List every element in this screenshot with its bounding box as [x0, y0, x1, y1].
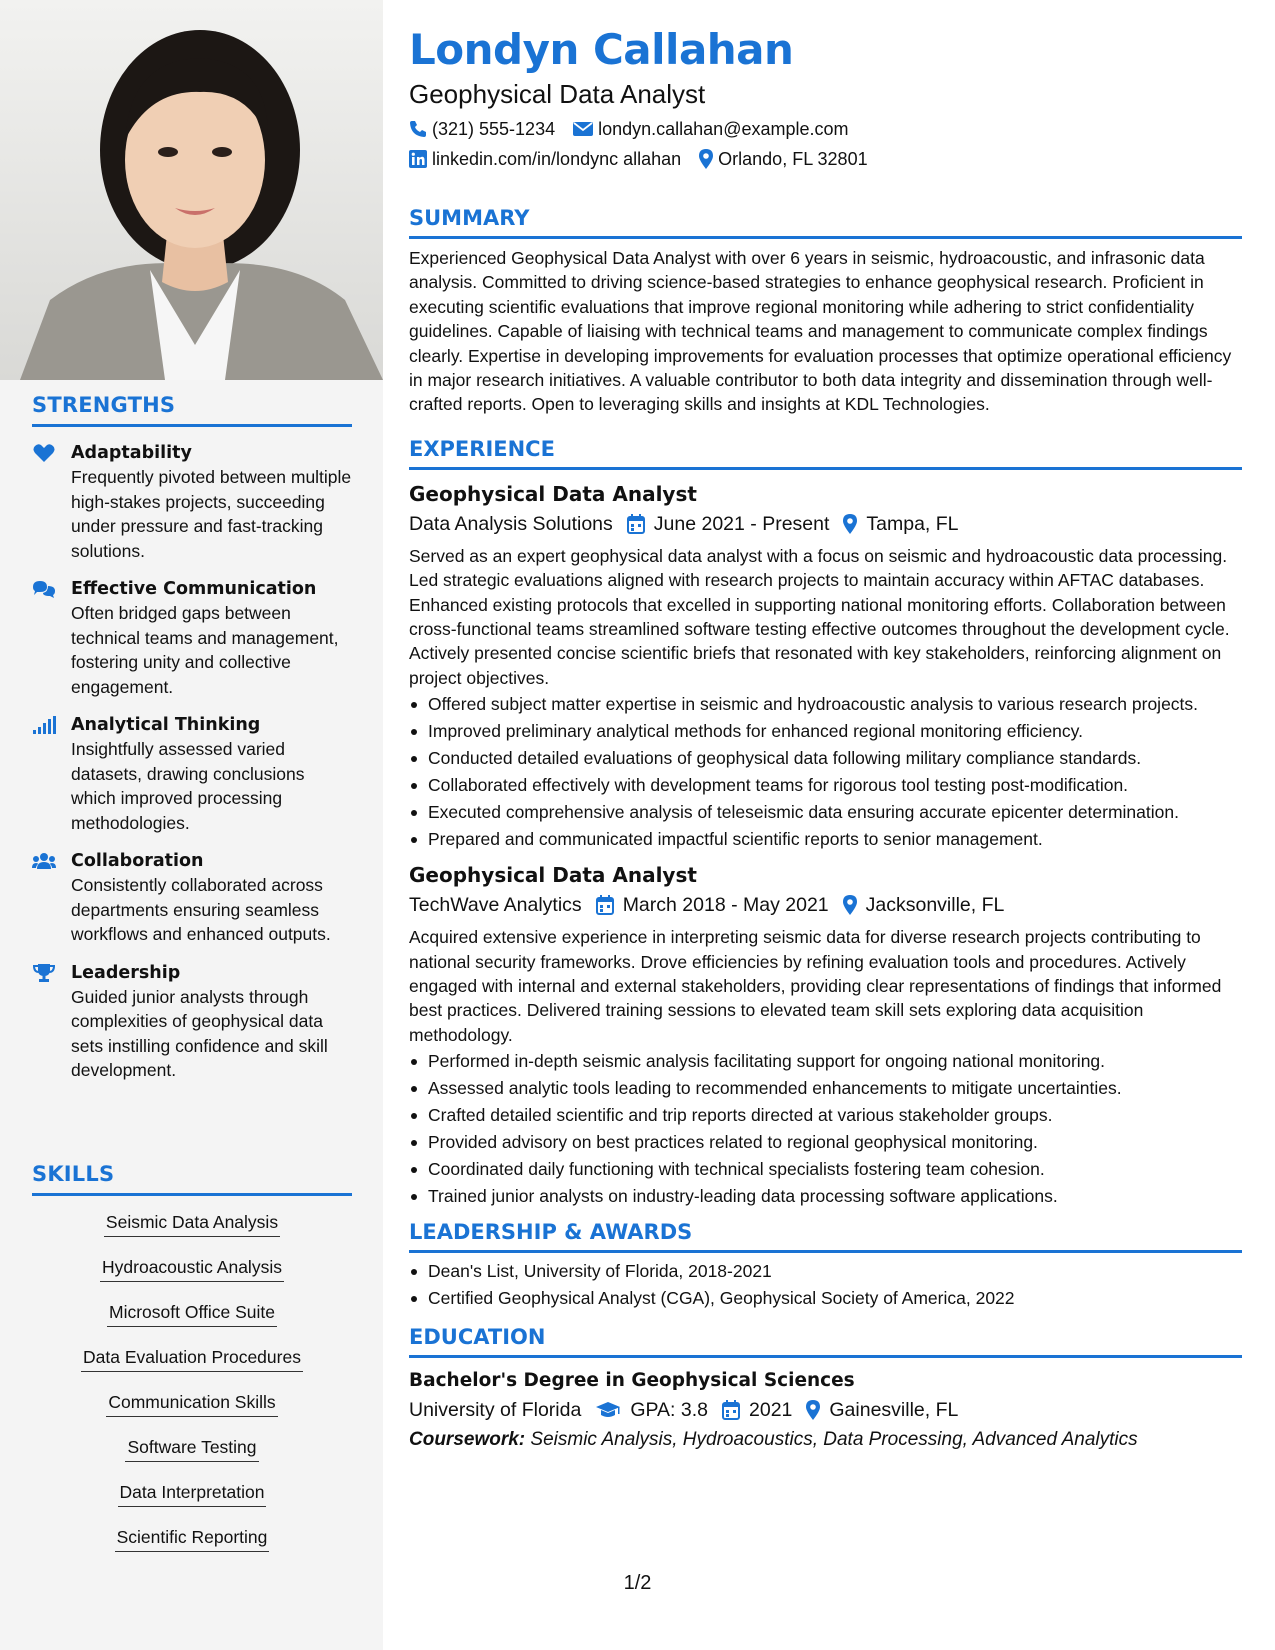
list-item: Offered subject matter expertise in seismic and hydroacoustic analysis to various research projects.: [409, 692, 1242, 716]
experience-section: [409, 437, 1242, 1208]
list-item: Coordinated daily functioning with technical specialists fostering team cohesion.: [409, 1157, 1242, 1181]
coursework-text: Seismic Analysis, Hydroacoustics, Data Processing, Advanced Analytics: [530, 1428, 1138, 1450]
strength-desc: Insightfully assessed varied datasets, drawing conclusions which improved processing methodologies.: [71, 739, 305, 833]
strength-desc: Often bridged gaps between technical teams and management, fostering unity and collective engagement.: [71, 603, 339, 697]
list-item: Certified Geophysical Analyst (CGA), Geophysical Society of America, 2022: [409, 1286, 1242, 1310]
list-item: Executed comprehensive analysis of teleseismic data ensuring accurate epicenter determination.: [409, 800, 1242, 824]
contact-row: [409, 116, 1242, 142]
strengths-section: [32, 393, 352, 1083]
map-pin-icon: [843, 895, 857, 915]
job-dates-item: [596, 891, 829, 919]
list-item: Dean's List, University of Florida, 2018-2021: [409, 1259, 1242, 1283]
job-description: Served as an expert geophysical data analyst with a focus on seismic and hydroacoustic data processing. Led strategic evaluations aligned with research projects to maintain accuracy within AFTAC databases. Enhanced existing protocols that excelled in supporting national monitoring efforts. Collaboration between cross-functional teams streamlined software testing effective outcomes throughout the development cycle. Actively presented concise scientific briefs that resonated with key stakeholders, reinforcing alignment on project objectives.: [409, 545, 1230, 688]
list-item: Trained junior analysts on industry-leading data processing software applications.: [409, 1184, 1242, 1208]
chat-bubbles-icon: [32, 579, 56, 599]
divider: [409, 236, 1242, 239]
linkedin-icon: [409, 150, 427, 168]
summary-text: Experienced Geophysical Data Analyst with over 6 years in seismic, hydroacoustic, and infrasonic data analysis. Committed to driving science-based strategies to enhance geophysical research. Proficient in executing scientific evaluations that improve regional monitoring while adhering to strict confidentiality guidelines. Capable of liaising with technical teams and management to communicate complex findings clearly. Expertise in developing improvements for evaluation processes that optimize operational efficiency in major research initiatives. A valuable contributor to both data integrity and dissemination through well-crafted reports. Open to leveraging skills and insights at KDL Technologies.: [409, 248, 1232, 415]
awards-section: [409, 1220, 1242, 1310]
strength-desc: Consistently collaborated across departments ensuring seamless workflows and enhanced outputs.: [71, 875, 331, 944]
coursework-label: Coursework:: [409, 1428, 526, 1450]
strength-item: [32, 441, 352, 563]
job-location: Jacksonville, FL: [865, 894, 1005, 917]
trophy-icon: [32, 963, 56, 983]
summary-title: SUMMARY: [409, 206, 530, 230]
job-dates: June 2021 - Present: [653, 512, 830, 535]
job-entry: [409, 861, 1242, 1208]
job-company: TechWave Analytics: [409, 894, 582, 917]
phone-contact: [409, 116, 555, 142]
candidate-title: Geophysical Data Analyst: [409, 79, 706, 109]
job-description: Acquired extensive experience in interpreting seismic data for diverse research projects contributing to national security frameworks. Drove efficiencies by refining evaluation tools and procedures. Actively engaged with internal and external stakeholders, providing clear representations of findings that informed best practices. Delivered training sessions to elevated team skill sets exploring data acquisition methodology.: [409, 927, 1222, 1045]
education-degree: Bachelor's Degree in Geophysical Sciences: [409, 1369, 855, 1391]
calendar-icon: [596, 895, 614, 915]
list-item: Collaborated effectively with development teams for rigorous tool testing post-modification.: [409, 773, 1242, 797]
phone-icon: [409, 120, 427, 138]
education-year: 2021: [749, 1398, 793, 1421]
job-meta: [409, 891, 1242, 919]
strength-title: Analytical Thinking: [71, 715, 261, 735]
gpa-item: [595, 1396, 708, 1424]
education-school: University of Florida: [409, 1398, 582, 1421]
linkedin-contact[interactable]: [409, 146, 681, 172]
divider: [409, 1250, 1242, 1253]
job-location-item: [843, 891, 1005, 919]
job-dates-item: [627, 510, 830, 538]
list-item: Performed in-depth seismic analysis facilitating support for ongoing national monitoring.: [409, 1049, 1242, 1073]
skill-item: Microsoft Office Suite: [107, 1300, 277, 1327]
education-section: [409, 1325, 1242, 1454]
skill-item: Communication Skills: [106, 1390, 277, 1417]
education-title: EDUCATION: [409, 1324, 546, 1349]
experience-title: EXPERIENCE: [409, 436, 555, 461]
strength-item: [32, 849, 352, 947]
profile-photo: [0, 0, 383, 380]
map-pin-icon: [843, 514, 857, 534]
education-location: Gainesville, FL: [829, 1398, 959, 1421]
edu-location-item: [806, 1396, 958, 1424]
skills-title: SKILLS: [32, 1162, 115, 1186]
education-meta: [409, 1396, 1242, 1424]
list-item: Assessed analytic tools leading to recommended enhancements to mitigate uncertainties.: [409, 1076, 1242, 1100]
job-dates: March 2018 - May 2021: [622, 894, 829, 917]
strength-title: Effective Communication: [71, 579, 317, 599]
job-bullets: [409, 1049, 1242, 1208]
list-item: Improved preliminary analytical methods for enhanced regional monitoring efficiency.: [409, 719, 1242, 743]
strength-title: Leadership: [71, 962, 181, 983]
linkedin-link[interactable]: linkedin.com/in/londync allahan: [432, 149, 682, 169]
strength-item: [32, 577, 352, 699]
email-contact[interactable]: [573, 116, 848, 142]
job-location-item: [843, 510, 958, 538]
job-company: Data Analysis Solutions: [409, 512, 613, 535]
education-gpa: GPA: 3.8: [630, 1398, 708, 1421]
job-role: Geophysical Data Analyst: [409, 863, 697, 888]
skill-item: Data Interpretation: [118, 1480, 267, 1507]
calendar-icon: [627, 514, 645, 534]
skill-item: Seismic Data Analysis: [104, 1210, 280, 1237]
skills-list: [32, 1210, 352, 1570]
strength-item: [32, 713, 352, 835]
awards-title: LEADERSHIP & AWARDS: [409, 1220, 693, 1245]
job-meta: [409, 510, 1242, 538]
email-link[interactable]: londyn.callahan@example.com: [598, 119, 849, 139]
envelope-icon: [573, 121, 593, 137]
skill-item: Scientific Reporting: [115, 1525, 270, 1552]
list-item: Crafted detailed scientific and trip reports directed at various stakeholder groups.: [409, 1103, 1242, 1127]
candidate-name: Londyn Callahan: [409, 25, 794, 74]
strength-title: Collaboration: [71, 851, 204, 871]
list-item: Prepared and communicated impactful scientific reports to senior management.: [409, 827, 1242, 851]
skill-item: Data Evaluation Procedures: [81, 1345, 303, 1372]
divider: [409, 1355, 1242, 1358]
strengths-title: STRENGTHS: [32, 393, 176, 417]
contact-row: [409, 146, 1242, 172]
strength-title: Adaptability: [71, 443, 192, 463]
sidebar: [0, 0, 383, 1650]
summary-section: [409, 206, 1242, 417]
calendar-icon: [722, 1400, 740, 1420]
coursework: [409, 1426, 1242, 1454]
strength-item: [32, 961, 352, 1083]
job-role: Geophysical Data Analyst: [409, 481, 697, 506]
year-item: [722, 1396, 792, 1424]
skill-item: Software Testing: [125, 1435, 258, 1462]
strength-desc: Guided junior analysts through complexities of geophysical data sets instilling confidence and skill development.: [71, 986, 328, 1080]
users-icon: [32, 851, 56, 871]
divider: [32, 424, 352, 427]
page-number: 1/2: [623, 1572, 652, 1594]
heart-icon: [32, 443, 56, 463]
skills-section: [32, 1162, 352, 1570]
awards-list: [409, 1259, 1242, 1310]
list-item: Provided advisory on best practices related to regional geophysical monitoring.: [409, 1130, 1242, 1154]
map-pin-icon: [699, 149, 713, 169]
job-bullets: [409, 692, 1242, 851]
strength-desc: Frequently pivoted between multiple high-stakes projects, succeeding under pressure and fast-tracking solutions.: [71, 467, 352, 561]
signal-bars-icon: [32, 715, 56, 735]
job-entry: [409, 480, 1242, 851]
list-item: Conducted detailed evaluations of geophysical data following military compliance standards.: [409, 746, 1242, 770]
map-pin-icon: [806, 1400, 820, 1420]
main-content: [409, 24, 1242, 1454]
graduation-cap-icon: [595, 1401, 621, 1419]
divider: [409, 467, 1242, 470]
job-location: Tampa, FL: [866, 512, 959, 535]
location-contact: [699, 146, 867, 172]
divider: [32, 1193, 352, 1196]
location-text: Orlando, FL 32801: [718, 149, 868, 169]
phone-text: (321) 555-1234: [432, 119, 556, 139]
skill-item: Hydroacoustic Analysis: [100, 1255, 284, 1282]
